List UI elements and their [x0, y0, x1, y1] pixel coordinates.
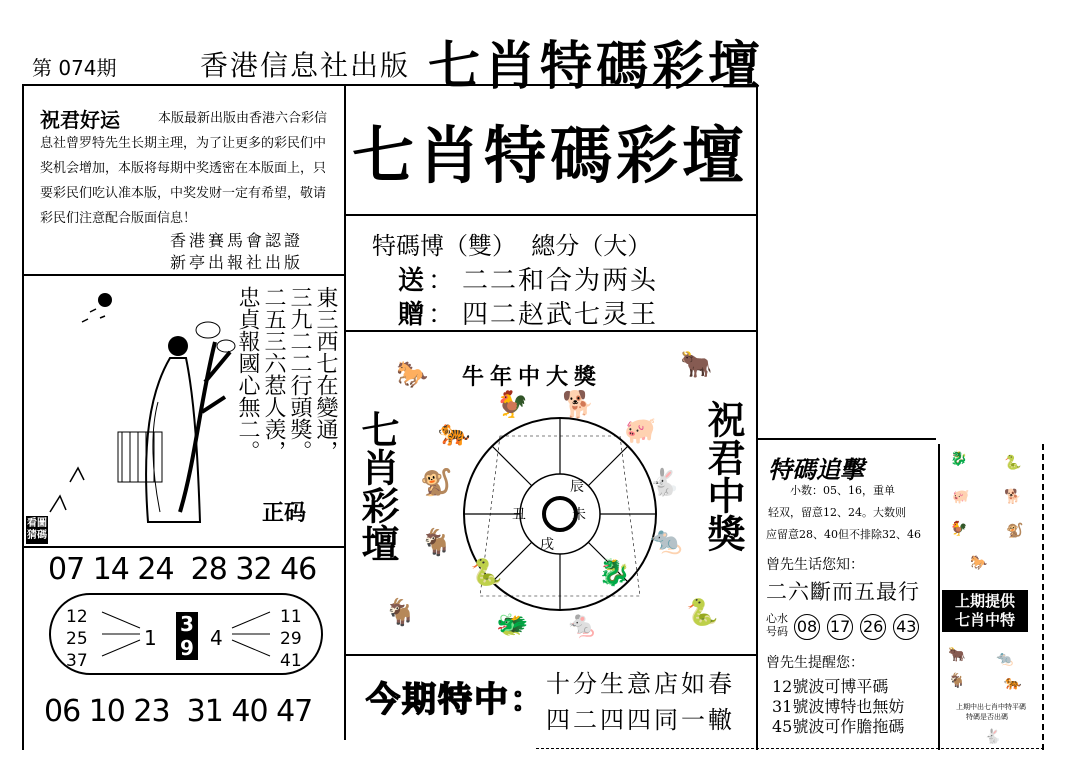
header-divider [22, 84, 754, 86]
wheel-inner-label: 戌 [540, 537, 554, 553]
header-title: 七肖特碼彩壇 [428, 36, 765, 97]
hint-1-text: 二六斷而五最行 [766, 580, 920, 604]
monkey-icon: 🐒 [420, 468, 453, 498]
last-issue-line-2: 七肖中特 [954, 611, 1015, 629]
tiger-small-icon: 🐅 [1004, 675, 1022, 691]
heart-number: 43 [893, 614, 919, 640]
heart-numbers [794, 614, 921, 640]
tiger-icon: 🐅 [438, 418, 471, 448]
right-strip-note-2: 特碼是否出碼 [966, 713, 1008, 721]
blessing-body: 本版最新出版由香港六合彩信息社曾罗特先生长期主理，为了让更多的彩民们中奖机会增加，本版将每期中奖透密在本版面上，只要彩民们吃认准本版，中奖发财一定有希望，敬请彩民们注意配合版面信息！ [40, 111, 328, 226]
rooster-small-icon: 🐓 [950, 521, 968, 537]
rat-icon: 🐀 [650, 526, 683, 556]
right-strip-left-border [938, 444, 940, 750]
heart-number: 26 [860, 614, 886, 640]
horse-small-icon: 🐎 [970, 555, 988, 571]
oval-left-stack [66, 606, 88, 672]
monkey-small-icon: 🐒 [1006, 523, 1024, 539]
numbers-row-top: 07 14 24 28 32 46 [48, 552, 317, 587]
left-border [22, 84, 24, 750]
blessing-divider [22, 274, 344, 276]
chase-top-border [756, 438, 936, 440]
numbers-row-bottom: 06 10 23 31 40 47 [44, 694, 313, 729]
wheel-right-vertical: 祝君中獎 [701, 400, 746, 552]
oval-left-number: 12 [66, 607, 88, 627]
poem-column-3: 二五三六惹人羡， [261, 286, 286, 462]
wheel-divider [344, 654, 756, 656]
rat-bottom-icon: 🐁 [566, 610, 599, 640]
pig-small-icon: 🐖 [952, 489, 970, 505]
oval-center-right: 4 [210, 626, 223, 650]
gift-text: 四二赵武七灵王 [462, 300, 659, 330]
tip-1: 12號波可博平碼 [772, 677, 889, 696]
gift-label: 贈 [398, 300, 425, 330]
wheel-inner-label: 未 [572, 507, 586, 523]
send-text: 二二和合为两头 [462, 266, 659, 296]
tip-2: 31號波博特也無妨 [772, 697, 905, 716]
today-special-line-1: 十分生意店如春 [546, 670, 735, 698]
last-issue-box [942, 590, 1028, 632]
poem-column-4: 忠貞報國心無二。 [235, 286, 260, 462]
poem-divider [22, 546, 344, 548]
goat-icon: 🐐 [420, 528, 453, 558]
center-column-right-border [756, 84, 758, 750]
tip-3: 45號波可作膽拖碼 [772, 717, 905, 736]
chase-line-1: 小数：05、16，重单 [790, 484, 895, 497]
oval-right-number: 41 [280, 651, 302, 671]
oval-center-box [176, 612, 198, 660]
snake-icon: 🐍 [470, 558, 503, 588]
chase-line-2: 轻双，留意12、24。大数则 [768, 506, 906, 519]
wheel-banner: 牛年中大獎 [462, 364, 603, 390]
certification-line-1: 香港賽馬會認證 [170, 231, 304, 250]
hint-1-label: 曾先生话您知： [766, 557, 864, 573]
main-title: 七肖特碼彩壇 [352, 119, 749, 192]
chase-line-3: 应留意28、40但不排除32、46 [766, 528, 921, 541]
title-divider [344, 214, 756, 216]
guess-tag: 看圖猜碼 [26, 516, 48, 544]
last-issue-line-1: 上期提供 [954, 592, 1015, 610]
rabbit-small-icon: 🐇 [984, 729, 1002, 745]
center-box-digit: 3 [180, 612, 194, 636]
center-box-digit: 9 [180, 636, 194, 660]
bottom-dashed-rule [536, 748, 1044, 749]
ox-icon: 🐂 [680, 350, 713, 380]
right-strip-note-1: 上期中出七肖中特平碼 [956, 703, 1026, 711]
right-strip-right-border [1042, 444, 1044, 750]
wheel-inner-label: 辰 [570, 479, 584, 495]
gift-colon: ： [428, 300, 455, 330]
publisher-name: 香港信息社出版 [200, 49, 411, 82]
snake-small-icon: 🐍 [1004, 455, 1022, 471]
left-column-divider [344, 84, 346, 740]
oval-right-stack [280, 606, 302, 672]
oval-right-number: 11 [280, 607, 302, 627]
dragon-small-icon: 🐉 [950, 451, 968, 467]
rooster-icon: 🐓 [496, 390, 529, 420]
goat-corner-icon: 🐐 [384, 598, 417, 628]
bet-line: 特碼博（雙） 總分（大） [372, 232, 652, 260]
issue-number: 第 074期 [32, 56, 117, 80]
pig-icon: 🐖 [624, 416, 657, 446]
heart-number: 08 [794, 614, 820, 640]
dog-small-icon: 🐕 [1004, 489, 1022, 505]
dog-icon: 🐕 [562, 390, 595, 420]
oval-right-number: 29 [280, 629, 302, 649]
send-label: 送 [398, 266, 425, 296]
blessing-heading: 祝君好运 [40, 108, 120, 132]
lady-illustration [30, 282, 240, 542]
rat-small-icon: 🐀 [996, 651, 1014, 667]
chase-heading: 特碼追擊 [768, 455, 864, 484]
heart-numbers-label: 心水号码 [766, 612, 788, 638]
poem-column-2: 三九二二行頭獎。 [287, 286, 312, 462]
wheel-inner-label: 丑 [512, 507, 526, 523]
certification-line-2: 新亭出報社出版 [170, 253, 304, 272]
today-special-label: 今期特中： [366, 680, 546, 720]
wheel-left-vertical: 七肖彩壇 [355, 410, 400, 562]
gift-divider [344, 330, 756, 332]
poem-answer: 正码 [262, 500, 307, 526]
poem-column-1: 東三西七在變通， [313, 286, 338, 462]
today-special-line-2: 四二四四同一轍 [546, 706, 735, 734]
heart-number: 17 [827, 614, 853, 640]
hint-2-label: 曾先生提醒您： [766, 655, 864, 671]
send-colon: ： [428, 266, 455, 296]
snake-corner-icon: 🐍 [686, 598, 719, 628]
horse-icon: 🐎 [396, 360, 429, 390]
oval-left-number: 37 [66, 651, 88, 671]
oval-left-number: 25 [66, 629, 88, 649]
dragon-icon: 🐉 [598, 558, 631, 588]
oval-center-left: 1 [144, 626, 157, 650]
rabbit-icon: 🐇 [648, 468, 681, 498]
dragon-bottom-icon: 🐲 [496, 610, 529, 640]
goat-small-icon: 🐐 [948, 673, 966, 689]
ox-small-icon: 🐂 [948, 647, 966, 663]
